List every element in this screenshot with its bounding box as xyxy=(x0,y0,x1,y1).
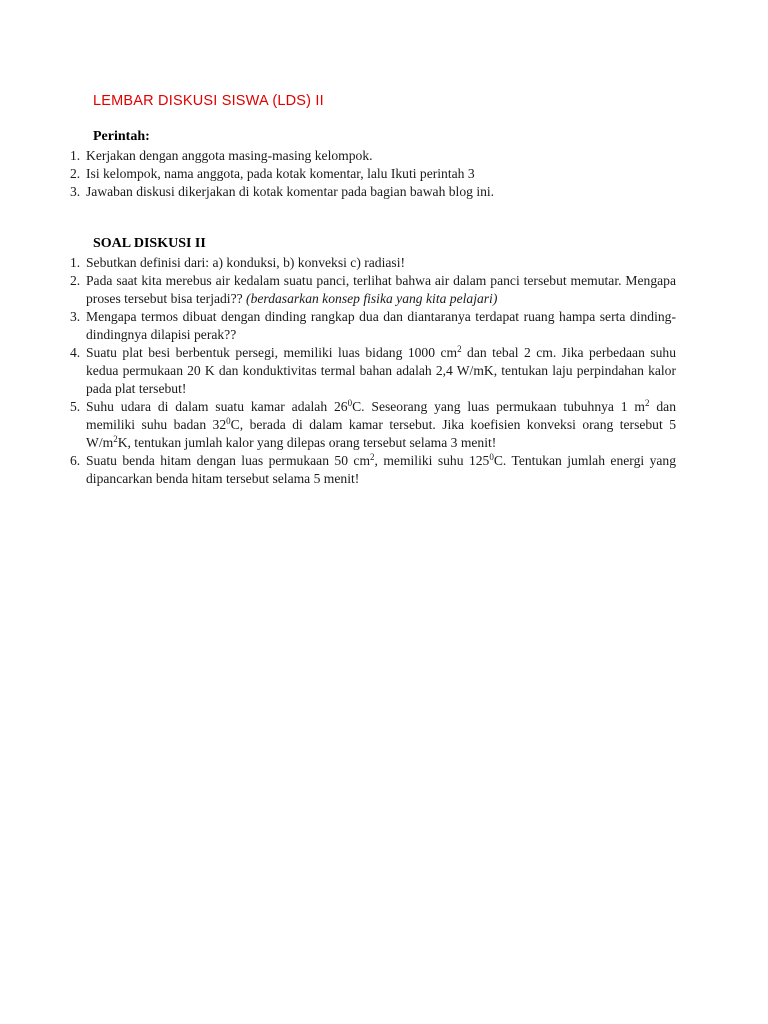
superscript: 2 xyxy=(113,434,118,444)
item-text xyxy=(86,398,676,452)
item-text: Jawaban diskusi dikerjakan di kotak komentar pada bagian bawah blog ini. xyxy=(86,184,495,199)
item-text xyxy=(86,344,676,398)
item-number: 3. xyxy=(70,309,81,324)
question-item xyxy=(70,452,676,488)
text-part: C, berada di dalam kamar tersebut. Jika koefisien konveksi orang tersebut 5 W/m xyxy=(86,417,677,450)
item-number: 1. xyxy=(70,255,81,270)
item-number: 1. xyxy=(70,148,81,163)
text-part: Suatu plat besi berbentuk persegi, memiliki luas bidang 1000 cm xyxy=(86,345,458,360)
text-part: Suatu benda hitam dengan luas permukaan 50 cm xyxy=(86,453,371,468)
questions-heading: SOAL DISKUSI II xyxy=(93,236,206,251)
item-number: 6. xyxy=(70,453,81,468)
item-text: Sebutkan definisi dari: a) konduksi, b) konveksi c) radiasi! xyxy=(86,255,406,270)
page-title: LEMBAR DISKUSI SISWA (LDS) II xyxy=(93,93,324,109)
question-item xyxy=(70,344,676,398)
question-note: (berdasarkan konsep fisika yang kita pelajari) xyxy=(246,291,498,306)
superscript: 0 xyxy=(489,452,494,462)
superscript: 0 xyxy=(347,398,353,408)
text-part: dan memiliki suhu badan 32 xyxy=(86,399,676,432)
superscript: 2 xyxy=(370,452,375,462)
text-part: , memiliki suhu 125 xyxy=(374,453,490,468)
item-text xyxy=(86,272,676,308)
instructions-heading: Perintah: xyxy=(93,129,150,144)
questions-list xyxy=(70,254,676,488)
question-item xyxy=(70,254,676,272)
item-text xyxy=(86,452,676,488)
instruction-item xyxy=(70,165,676,183)
text-part: C. Tentukan jumlah energi yang dipancarkan benda hitam tersebut selama 5 menit! xyxy=(86,453,676,486)
text-part: dan tebal 2 cm. Jika perbedaan suhu kedua permukaan 20 K dan konduktivitas termal bahan adalah 2,4 W/mK, tentukan laju perpindahan kalor pada plat tersebut! xyxy=(86,345,676,396)
text-part: C. Seseorang yang luas permukaan tubuhnya 1 m xyxy=(352,399,646,414)
item-number: 3. xyxy=(70,184,81,199)
instruction-item xyxy=(70,183,676,201)
question-text: Pada saat kita merebus air kedalam suatu panci, terlihat bahwa air dalam panci tersebut memutar. Mengapa proses tersebut bisa terjadi?? xyxy=(86,273,676,306)
instruction-item xyxy=(70,147,676,165)
question-item xyxy=(70,398,676,452)
superscript: 2 xyxy=(457,344,462,354)
instructions-list xyxy=(70,147,676,201)
question-item xyxy=(70,272,676,308)
question-item xyxy=(70,308,676,344)
text-part: K, tentukan jumlah kalor yang dilepas orang tersebut selama 3 menit! xyxy=(117,435,497,450)
item-text: Mengapa termos dibuat dengan dinding rangkap dua dan diantaranya terdapat ruang hampa serta dinding-dindingnya dilapisi perak?? xyxy=(86,309,676,342)
text-part: Suhu udara di dalam suatu kamar adalah 26 xyxy=(86,399,348,414)
item-number: 5. xyxy=(70,399,81,414)
superscript: 2 xyxy=(645,398,650,408)
item-number: 4. xyxy=(70,345,81,360)
item-number: 2. xyxy=(70,273,81,288)
item-number: 2. xyxy=(70,166,81,181)
item-text: Isi kelompok, nama anggota, pada kotak komentar, lalu Ikuti perintah 3 xyxy=(86,166,475,181)
superscript: 0 xyxy=(226,416,231,426)
item-text: Kerjakan dengan anggota masing-masing kelompok. xyxy=(86,148,373,163)
